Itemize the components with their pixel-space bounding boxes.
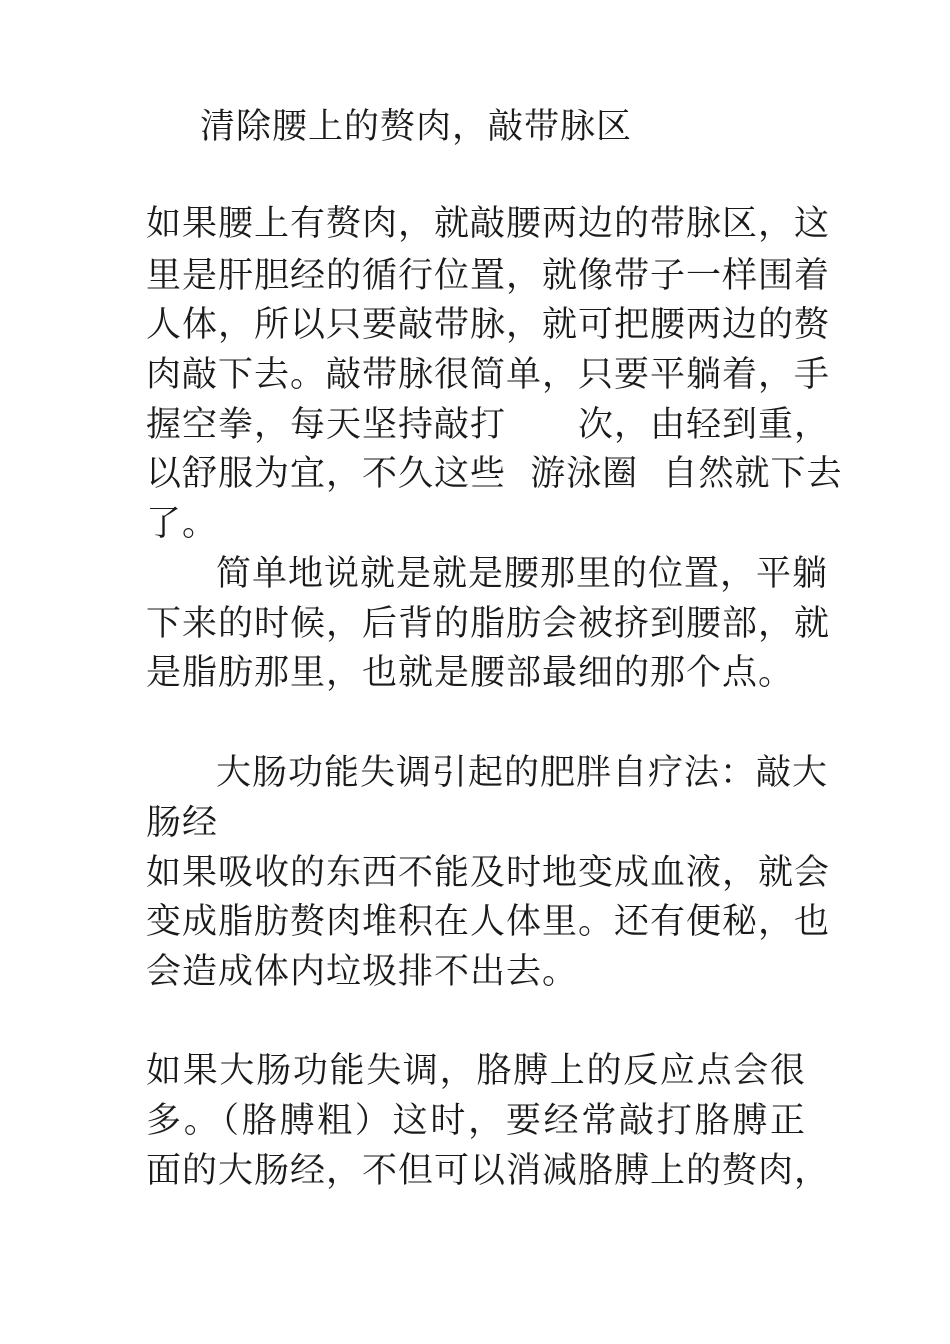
paragraph-line: 面的大肠经，不但可以消减胳膊上的赘肉， bbox=[146, 1151, 831, 1191]
paragraph-line: 如果吸收的东西不能及时地变成血液，就会 bbox=[146, 853, 831, 893]
paragraph-line: 握空拳，每天坚持敲打 次，由轻到重， bbox=[146, 405, 831, 445]
paragraph-line: 会造成体内垃圾排不出去。 bbox=[146, 952, 579, 992]
paragraph-line: 是脂肪那里，也就是腰部最细的那个点。 bbox=[146, 653, 795, 693]
paragraph-line: 下来的时候，后背的脂肪会被挤到腰部，就 bbox=[146, 604, 831, 644]
paragraph-line: 以舒服为宜，不久这些 游泳圈 自然就下去 bbox=[146, 454, 843, 494]
paragraph-line: 人体，所以只要敲带脉，就可把腰两边的赘 bbox=[146, 305, 831, 345]
paragraph-line: 里是肝胆经的循行位置，就像带子一样围着 bbox=[146, 256, 831, 296]
paragraph-line: 简单地说就是就是腰那里的位置，平躺 bbox=[216, 554, 829, 594]
section-heading-belt-meridian: 清除腰上的赘肉，敲带脉区 bbox=[200, 107, 633, 147]
section-heading-large-intestine-cont: 肠经 bbox=[146, 803, 219, 843]
section-heading-large-intestine: 大肠功能失调引起的肥胖自疗法：敲大 bbox=[216, 753, 829, 793]
paragraph-line: 如果大肠功能失调，胳膊上的反应点会很 bbox=[146, 1051, 806, 1091]
paragraph-line: 如果腰上有赘肉，就敲腰两边的带脉区，这 bbox=[146, 204, 831, 244]
paragraph-line: 变成脂肪赘肉堆积在人体里。还有便秘，也 bbox=[146, 902, 831, 942]
paragraph-line: 了。 bbox=[146, 504, 219, 544]
paragraph-line: 肉敲下去。敲带脉很简单，只要平躺着，手 bbox=[146, 355, 831, 395]
paragraph-line: 多。（胳膊粗）这时，要经常敲打胳膊正 bbox=[146, 1101, 806, 1141]
